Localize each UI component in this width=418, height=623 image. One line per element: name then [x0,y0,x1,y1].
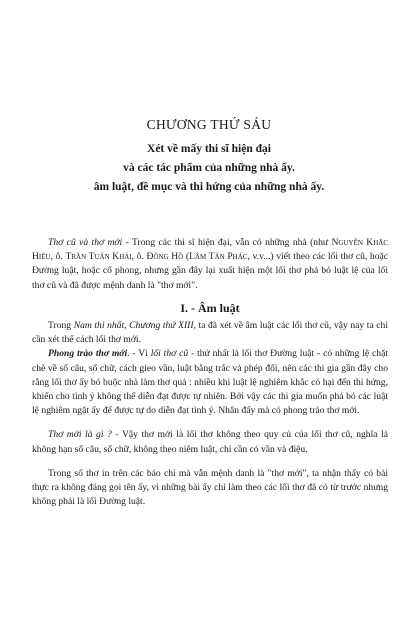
chapter-title: CHƯƠNG THỨ SÁU [146,117,272,132]
paragraph-4 [32,467,388,510]
para1-text-2: , ta đã xét về âm luật các lối thơ cũ, vậy nay ta chỉ cần xét thể cách lối thơ mới. [32,320,389,346]
author-name-3: Đông Hồ [146,251,184,263]
paragraph-2 [32,347,388,418]
intro-text-4: ( [183,251,190,263]
para2-text-1: . - Vì [127,348,151,360]
para2-lead: Phong trào thơ mới [48,348,128,360]
para3-text: - Vậy thơ mới là lối thơ không theo quy củ của lối thơ cũ, nghĩa là không hạn số câu, số chữ, không theo niêm luật, chỉ cần có vần và điệu. [32,429,388,455]
para4-text: Trong số thơ in trên các báo chí mà vẫn mệnh danh là "thơ mới", ta nhận thấy có bài thực ra không đáng gọi tên ấy, vì những bài ấy chỉ làm theo các lối thơ đã có từ trước nhưng không phải là lối Đường luật. [32,467,388,508]
body-text [32,236,388,509]
para2-text-2: - thứ nhất là lối thơ Đường luật - có những lệ chặt chẽ về số câu, số chữ, cách gieo vần, luật bằng trắc và phép đối, nên các thi gia gần đây cho rằng lối thơ ấy bó buộc nhà làm thơ quá : nhiều khi luật lệ nghiêm khắc có hại đến thi hứng, khiến cho tình ý không thể diễn đạt được tự nhiên. Bởi vậy các thi gia muốn phá bỏ các luật lệ nghiêm ngặt ấy để được tự do diễn đạt tình ý. Nhân đấy mà có phong trào thơ mới. [32,348,388,417]
intro-text-3: , ô. [131,251,147,263]
intro-lead: Thơ cũ và thơ mới [48,237,123,248]
chapter-subtitle-line-2: và các tác phẩm của những nhà ấy. [123,162,295,174]
paragraph-1 [32,319,388,347]
para1-italic: Nam thi nhất, Chương thứ XIII [73,320,194,332]
author-name-2: Trần Tuấn Khải [65,251,132,263]
chapter-subtitle-line-3: âm luật, đề mục và thi hứng của những nhà ấy. [93,181,325,193]
paragraph-3 [32,428,388,456]
intro-paragraph [32,236,388,293]
intro-text-5: , v.v...) viết theo các lối thơ cũ, hoặc Đường luật, hoặc cổ phong, nhưng gần đây lại xuất hiện một lối thơ phá bỏ luật lệ của lối thơ cũ và đã được mệnh danh là "thơ mới". [32,251,389,291]
author-name-4: Lâm Tấn Phác [189,251,248,263]
para3-lead: Thơ mới là gì ? [48,429,112,441]
intro-text-2: , ô. [50,251,66,263]
intro-text-1: - Trong các thi sĩ hiện đại, vẫn có những nhà (như [122,237,332,248]
para2-italic: lối thơ cũ [150,348,189,360]
chapter-subtitle-line-1: Xét về mấy thi sĩ hiện đại [147,143,271,155]
section-heading: I. - Âm luật [180,300,240,315]
author-name-1: Nguyễn Khắc Hiếu [32,237,388,263]
para1-text-1: Trong [48,320,74,332]
